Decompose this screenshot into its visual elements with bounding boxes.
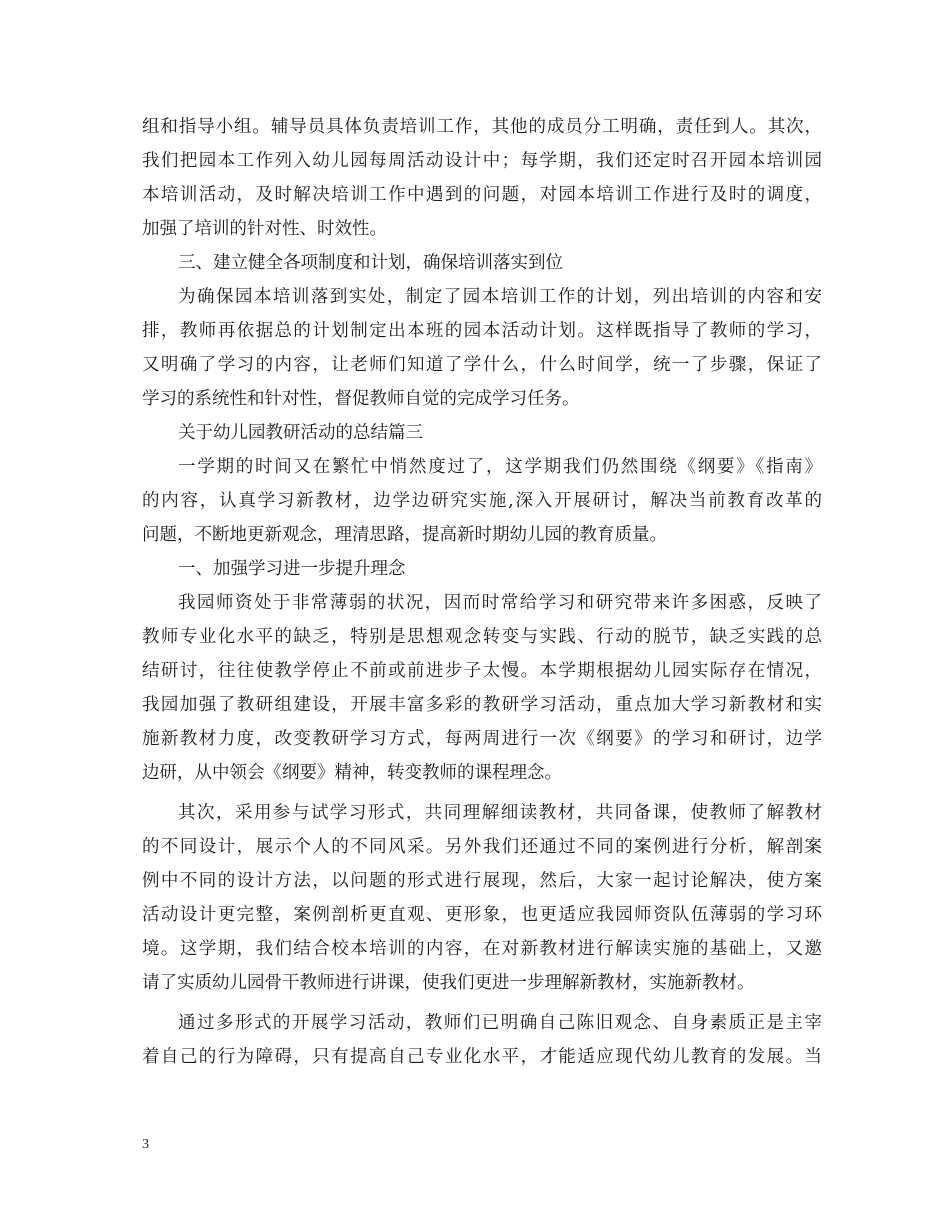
text-line: 边研，从中领会《纲要》精神，转变教师的课程理念。 <box>142 763 562 783</box>
text-line: 一学期的时间又在繁忙中悄然度过了，这学期我们仍然围绕《纲要》《指南》 <box>178 457 822 477</box>
text-line: 请了实质幼儿园骨干教师进行讲课，使我们更进一步理解新教材，实施新教材。 <box>142 973 755 993</box>
section-heading <box>142 552 822 586</box>
text-line: 又明确了学习的内容，让老师们知道了学什么，什么时间学，统一了步骤，保证了 <box>142 355 822 375</box>
paragraph <box>142 586 822 790</box>
text-line: 教师专业化水平的缺乏，特别是思想观念转变与实践、行动的脱节，缺乏实践的总 <box>142 627 822 647</box>
text-line: 三、建立健全各项制度和计划，确保培训落实到位 <box>178 253 563 273</box>
paragraph <box>142 796 822 1000</box>
text-line: 的内容，认真学习新教材，边学边研究实施,深入开展研讨，解决当前教育改革的 <box>142 491 822 511</box>
paragraph <box>142 1006 822 1074</box>
text-line: 活动设计更完整，案例剖析更直观、更形象，也更适应我园师资队伍薄弱的学习环 <box>142 905 822 925</box>
text-line: 结研讨，往往使教学停止不前或前进步子太慢。本学期根据幼儿园实际存在情况， <box>142 661 822 681</box>
text-line: 一、加强学习进一步提升理念 <box>178 559 406 579</box>
paragraph <box>142 450 822 552</box>
article-title <box>142 416 822 450</box>
paragraph <box>142 110 822 246</box>
text-line: 例中不同的设计方法，以问题的形式进行展现，然后，大家一起讨论解决，使方案 <box>142 871 822 891</box>
text-line: 我园加强了教研组建设，开展丰富多彩的教研学习活动，重点加大学习新教材和实 <box>142 695 822 715</box>
section-heading <box>142 246 822 280</box>
text-line: 组和指导小组。辅导员具体负责培训工作，其他的成员分工明确，责任到人。其次， <box>142 117 822 137</box>
document-body <box>142 110 822 1074</box>
text-line: 的不同设计，展示个人的不同风采。另外我们还通过不同的案例进行分析，解剖案 <box>142 837 822 857</box>
text-line: 我们把园本工作列入幼儿园每周活动设计中；每学期，我们还定时召开园本培训园 <box>142 151 822 171</box>
text-line: 着自己的行为障碍，只有提高自己专业化水平，才能适应现代幼儿教育的发展。当 <box>142 1047 822 1067</box>
text-line: 加强了培训的针对性、时效性。 <box>142 219 387 239</box>
text-line: 我园师资处于非常薄弱的状况，因而时常给学习和研究带来许多困惑，反映了 <box>178 593 822 613</box>
text-line: 施新教材力度，改变教研学习方式，每两周进行一次《纲要》的学习和研讨，边学 <box>142 729 822 749</box>
text-line: 关于幼儿园教研活动的总结篇三 <box>178 423 423 443</box>
text-line: 学习的系统性和针对性，督促教师自觉的完成学习任务。 <box>142 389 580 409</box>
text-line: 为确保园本培训落到实处，制定了园本培训工作的计划，列出培训的内容和安 <box>178 287 822 307</box>
paragraph <box>142 280 822 416</box>
text-line: 排，教师再依据总的计划制定出本班的园本活动计划。这样既指导了教师的学习， <box>142 321 822 341</box>
text-line: 其次，采用参与试学习形式，共同理解细读教材，共同备课，使教师了解教材 <box>178 803 822 823</box>
page-number: 3 <box>142 1137 149 1152</box>
text-line: 通过多形式的开展学习活动，教师们已明确自己陈旧观念、自身素质正是主宰 <box>178 1013 822 1033</box>
text-line: 本培训活动，及时解决培训工作中遇到的问题，对园本培训工作进行及时的调度， <box>142 185 822 205</box>
text-line: 问题，不断地更新观念，理清思路，提高新时期幼儿园的教育质量。 <box>142 525 667 545</box>
text-line: 境。这学期，我们结合校本培训的内容，在对新教材进行解读实施的基础上，又邀 <box>142 939 822 959</box>
